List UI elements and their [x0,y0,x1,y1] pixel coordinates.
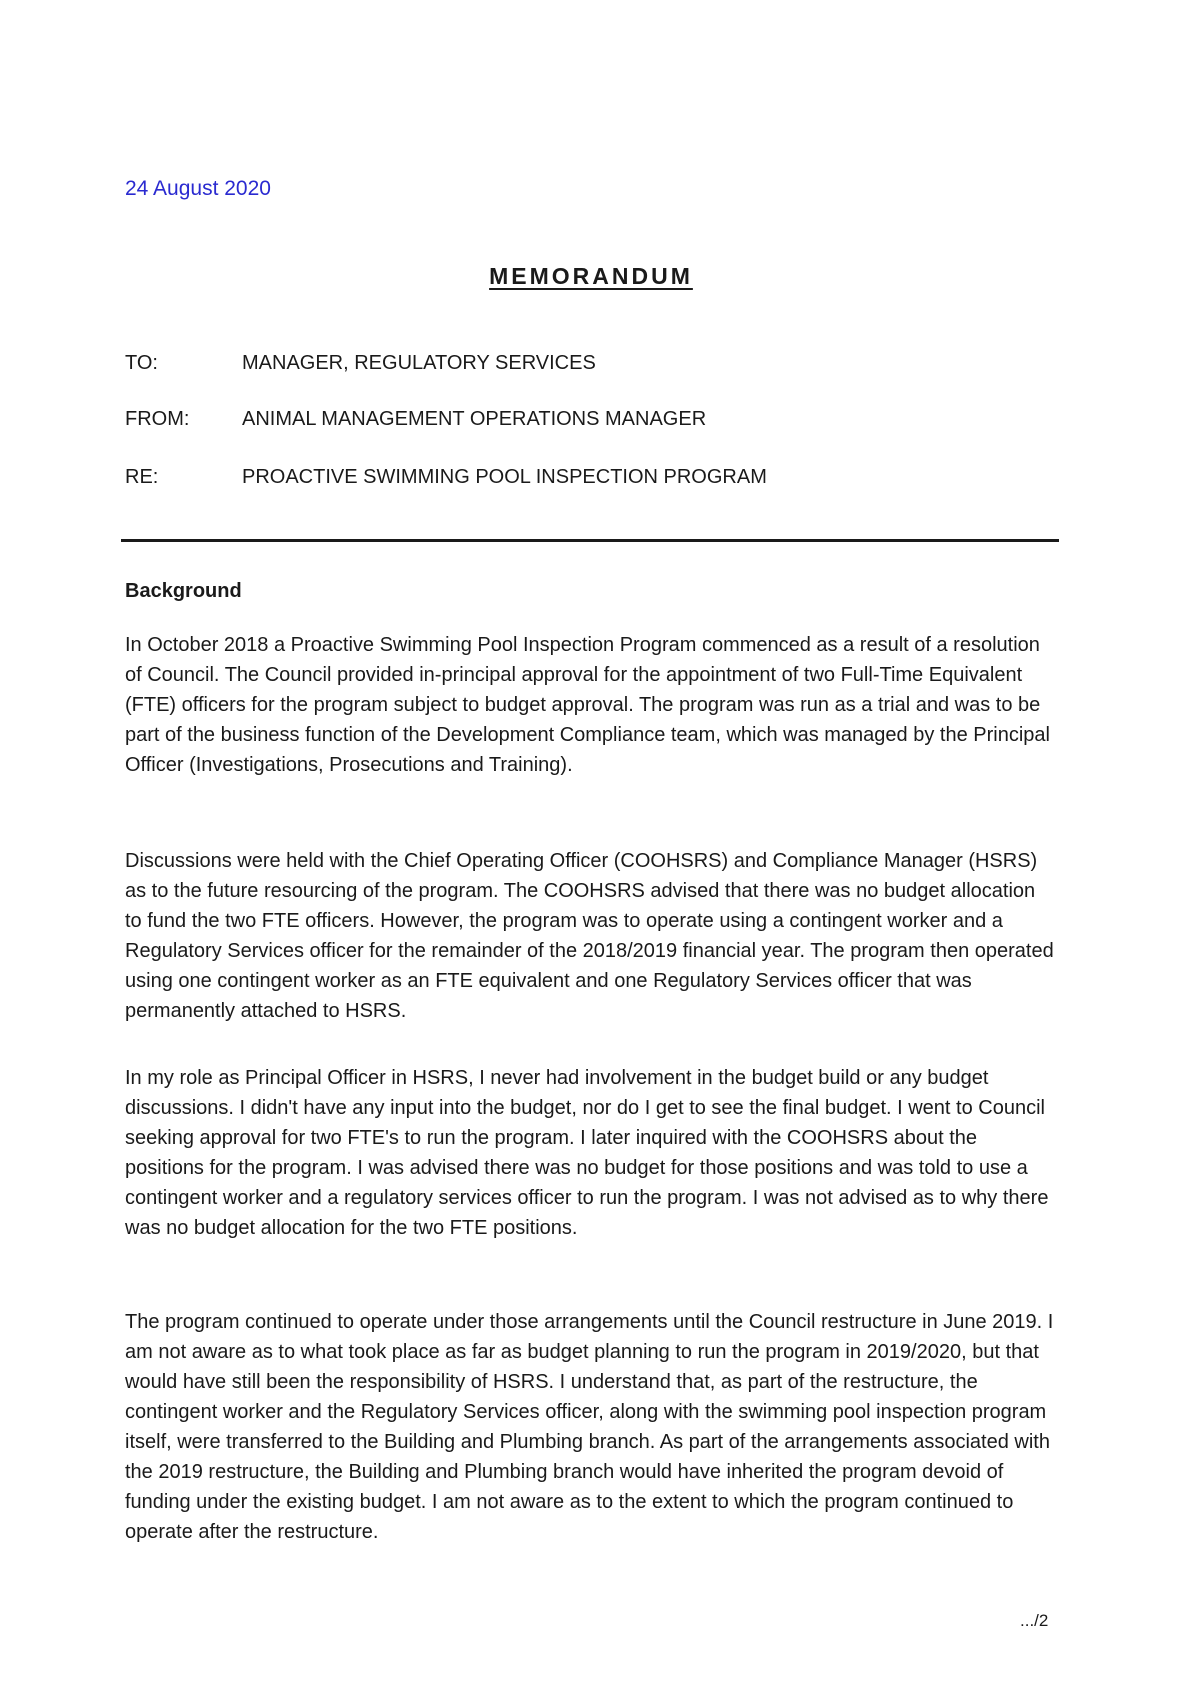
header-to-value: MANAGER, REGULATORY SERVICES [242,352,596,374]
memo-title-text: MEMORANDUM [489,263,693,289]
header-divider [121,539,1059,542]
header-to-label: TO: [125,352,158,374]
header-from-label: FROM: [125,408,190,430]
memo-title [0,261,1182,291]
header-from-value: ANIMAL MANAGEMENT OPERATIONS MANAGER [242,408,707,430]
paragraph-2: Discussions were held with the Chief Operating Officer (COOHSRS) and Compliance Manager (HSRS) as to the future resourcing of the program. The COOHSRS advised that there was no budget allocation to fund the two FTE officers. However, the program was to operate using a contingent worker and a Regulatory Services officer for the remainder of the 2018/2019 financial year. The program then operated using one contingent worker as an FTE equivalent and one Regulatory Services officer that was permanently attached to HSRS. [125,850,1054,1022]
section-heading-background: Background [125,580,242,602]
header-re-value: PROACTIVE SWIMMING POOL INSPECTION PROGRAM [242,466,767,488]
paragraph-3: In my role as Principal Officer in HSRS, I never had involvement in the budget build or any budget discussions. I didn't have any input into the budget, nor do I get to see the final budget. I went to Council seeking approval for two FTE's to run the program. I later inquired with the COOHSRS about the positions for the program. I was advised there was no budget for those positions and was told to use a contingent worker and a regulatory services officer to run the program. I was not advised as to why there was no budget allocation for the two FTE positions. [125,1067,1049,1239]
memo-date: 24 August 2020 [125,177,271,200]
paragraph-1: In October 2018 a Proactive Swimming Pool Inspection Program commenced as a result of a resolution of Council. The Council provided in-principal approval for the appointment of two Full-Time Equivalent (FTE) officers for the program subject to budget approval. The program was run as a trial and was to be part of the business function of the Development Compliance team, which was managed by the Principal Officer (Investigations, Prosecutions and Training). [125,634,1050,776]
page-continuation-marker: .../2 [1020,1611,1049,1630]
header-re-label: RE: [125,466,159,488]
paragraph-4: The program continued to operate under those arrangements until the Council restructure in June 2019. I am not aware as to what took place as far as budget planning to run the program in 2019/2020, but that would have still been the responsibility of HSRS. I understand that, as part of the restructure, the contingent worker and the Regulatory Services officer, along with the swimming pool inspection program itself, were transferred to the Building and Plumbing branch. As part of the arrangements associated with the 2019 restructure, the Building and Plumbing branch would have inherited the program devoid of funding under the existing budget. I am not aware as to the extent to which the program continued to operate after the restructure. [125,1311,1054,1543]
